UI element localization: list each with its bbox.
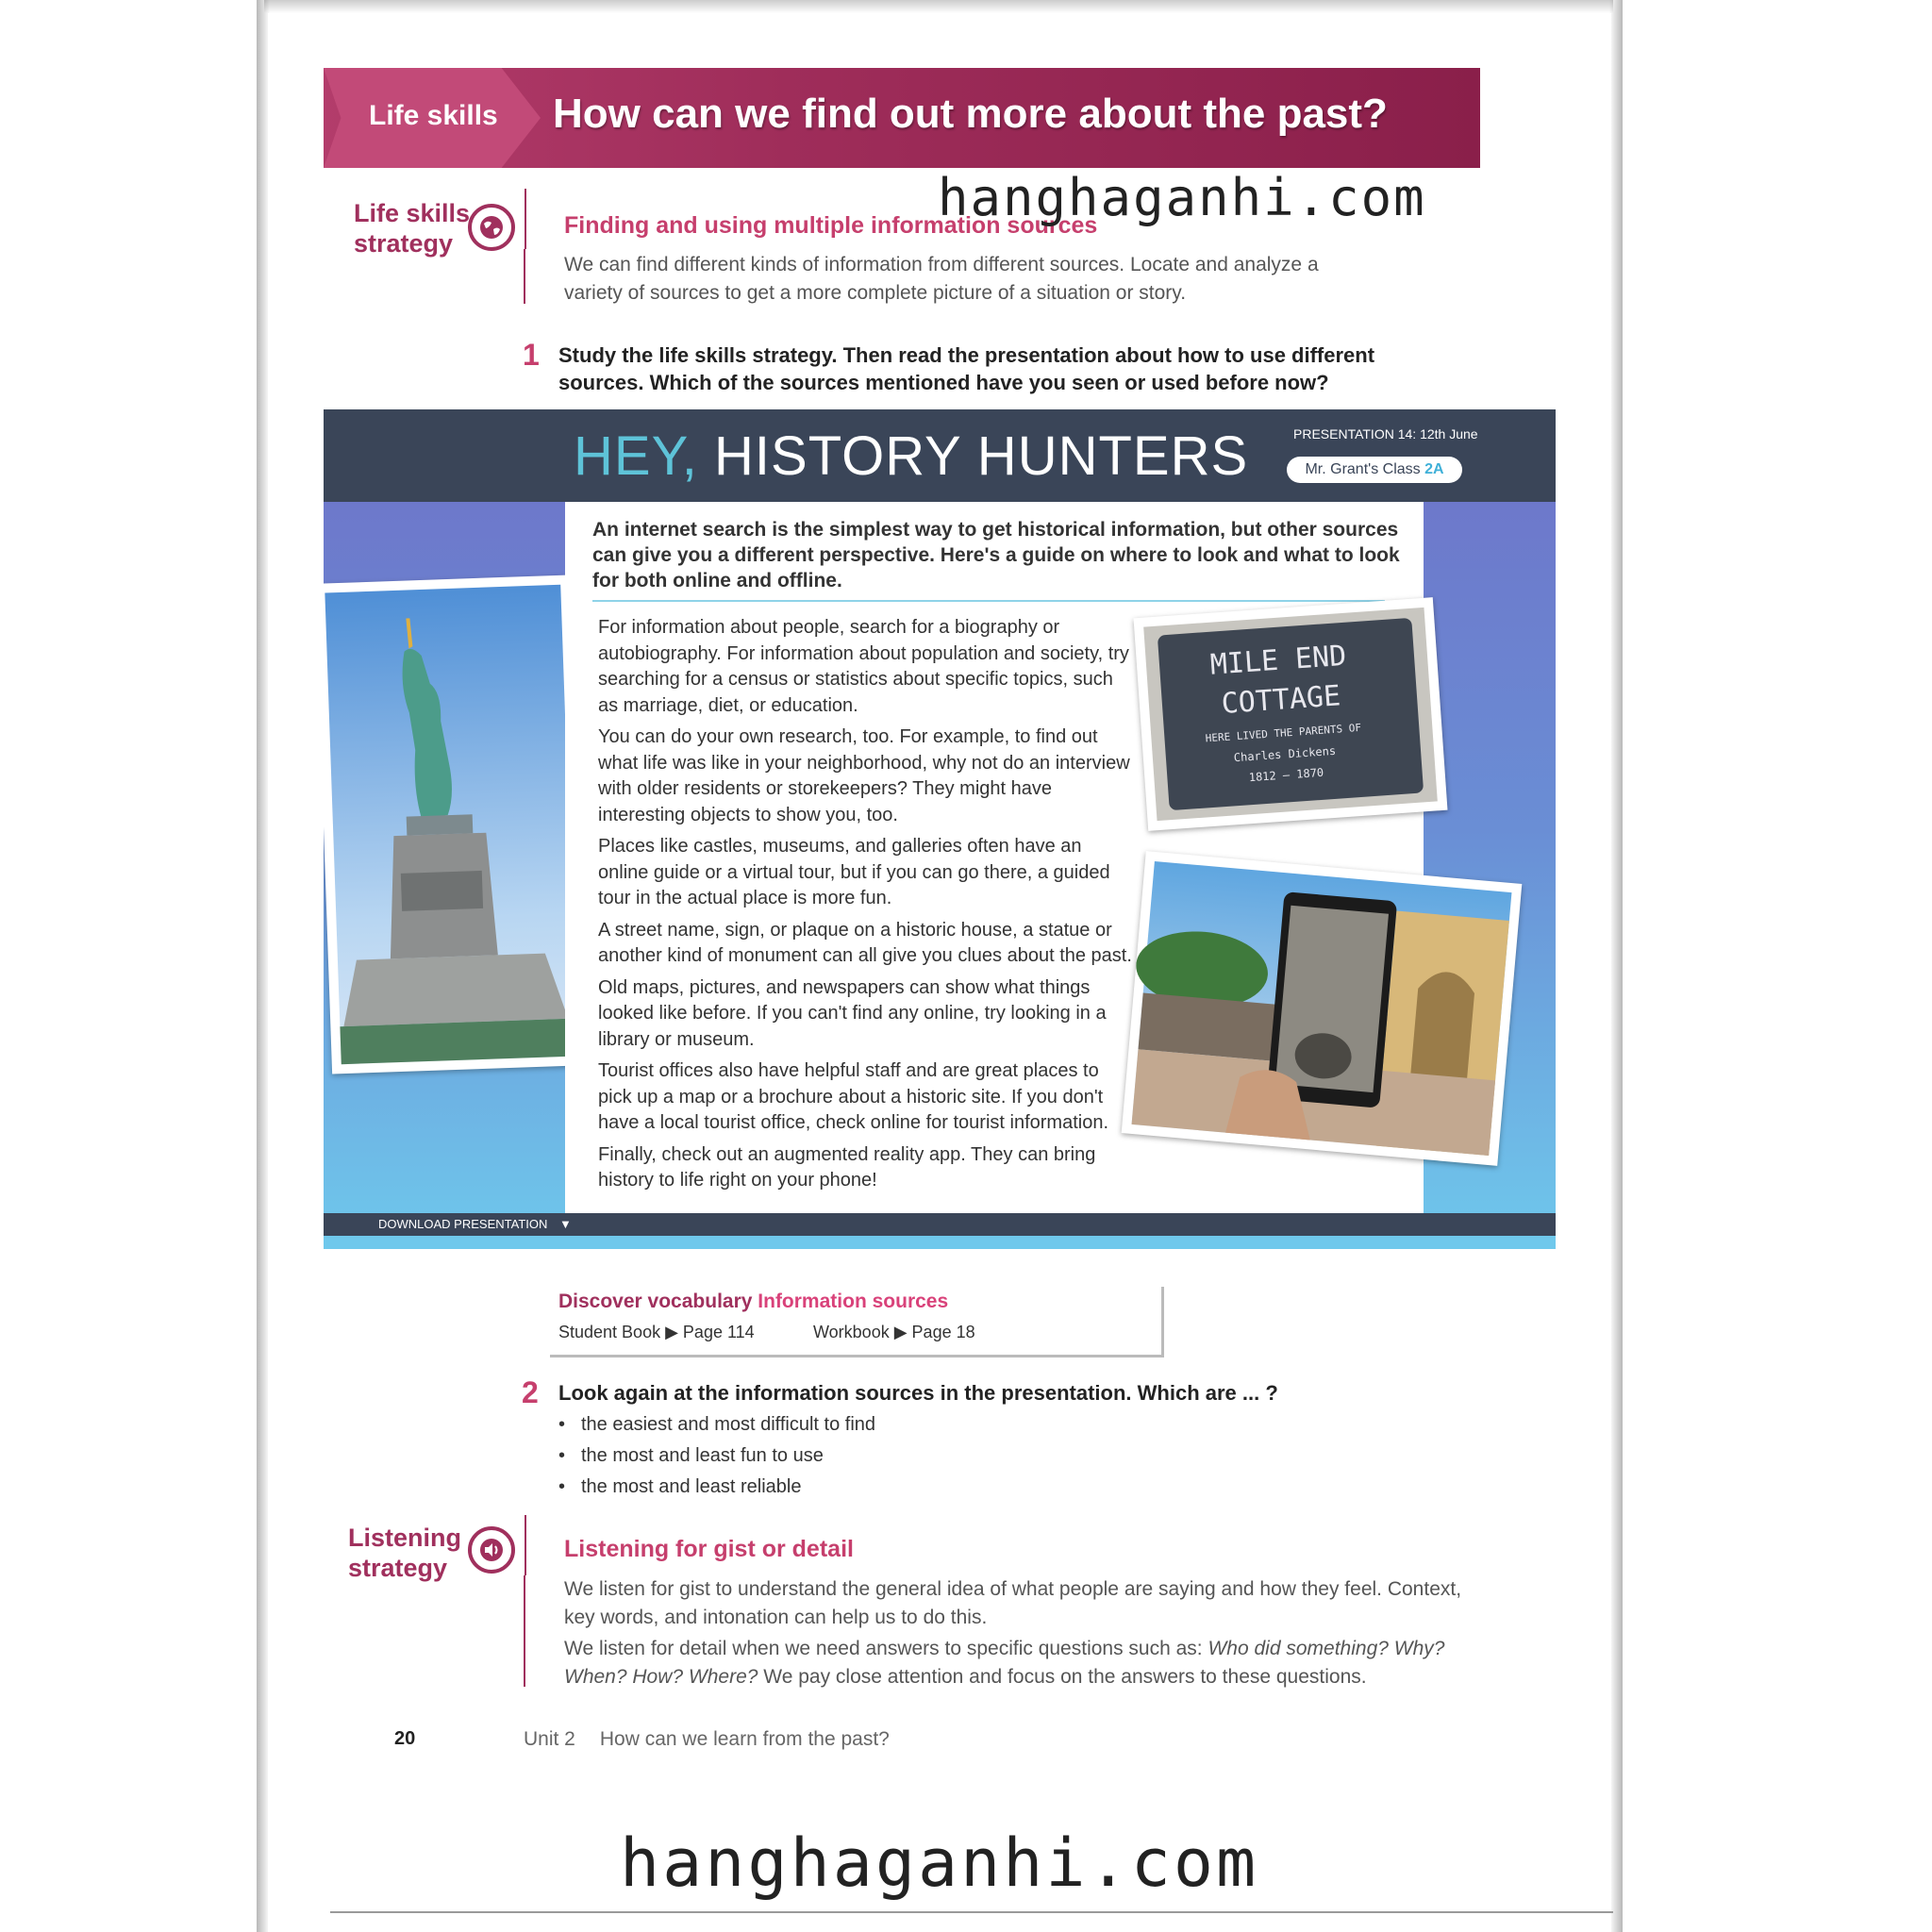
class-code: 2A xyxy=(1424,461,1444,477)
exercise-number: 1 xyxy=(523,338,540,372)
listening-strategy-label xyxy=(348,1523,461,1583)
title-rest: HISTORY HUNTERS xyxy=(714,425,1249,487)
plaque-line: MILE END xyxy=(1208,639,1348,682)
watermark: hanghaganhi.com xyxy=(938,168,1426,227)
presentation-intro: An internet search is the simplest way to get historical information, but other sources can give you a different perspective. Here's a guide on where to look and what to look for both online and offline. xyxy=(592,519,1400,591)
life-strategy-text: We can find different kinds of information from different sources. Locate and analyze a variety of sources to get a more complete picture of a situation or story. xyxy=(564,254,1319,304)
life-strategy-title: Finding and using multiple information sources xyxy=(564,212,1098,239)
label-line: Listening xyxy=(348,1524,461,1552)
exercise-number: 2 xyxy=(522,1375,539,1409)
unit-footer xyxy=(524,1728,890,1751)
page-shadow xyxy=(264,0,1613,13)
class-badge xyxy=(1287,457,1462,483)
strategy-divider xyxy=(524,249,525,304)
unit-title: How can we learn from the past? xyxy=(599,1728,890,1750)
augmented-reality-street-photo xyxy=(1122,851,1523,1166)
detail-text: We pay close attention and focus on the answers to these questions. xyxy=(758,1666,1367,1688)
vocab-topic: Information sources xyxy=(758,1291,949,1312)
presentation-bottom-strip xyxy=(324,1236,1556,1249)
paragraph: A street name, sign, or plaque on a historic house, a statue or another kind of monument can all give you clues about the past. xyxy=(598,919,1132,966)
detail-questions: Who did something? Why? When? How? Where? xyxy=(564,1638,1445,1688)
plaque-line: 1812 – 1870 xyxy=(1248,765,1324,785)
paragraph: Tourist offices also have helpful staff and are great places to pick up a map or a brochure about a historic site. If you don't have a local tourist office, check online for tourist information. xyxy=(598,1060,1109,1133)
label-line: strategy xyxy=(348,1554,448,1582)
class-prefix: Mr. Grant's Class xyxy=(1305,461,1421,477)
label-line: Life skills xyxy=(354,199,471,227)
listening-strategy-text: We listen for gist to understand the general idea of what people are saying and how they feel. Context, key words, and intonation can help us to do this. xyxy=(564,1578,1462,1628)
paragraph: For information about people, search for a biography or autobiography. For information about population and society, try searching for a census or statistics about specific topics, such as marriage, diet, or education. xyxy=(598,617,1129,716)
bottom-rule xyxy=(330,1911,1613,1913)
title-hey: HEY, xyxy=(574,425,698,487)
paragraph: Places like castles, museums, and galleries often have an online guide or a virtual tour, but if you can go there, a guided tour in the actual place is more fun. xyxy=(598,836,1110,908)
banner-skill-label: Life skills xyxy=(369,100,498,131)
page-number: 20 xyxy=(394,1728,416,1749)
watermark: hanghaganhi.com xyxy=(620,1824,1259,1902)
intro-divider xyxy=(592,600,1385,602)
plaque-line: Charles Dickens xyxy=(1233,743,1337,765)
life-strategy-label xyxy=(354,198,470,258)
bullet-item: • the most and least fun to use xyxy=(558,1441,875,1472)
presentation-title xyxy=(574,425,1248,488)
exercise-bullets xyxy=(558,1409,875,1503)
plaque-line: COTTAGE xyxy=(1220,679,1342,722)
bullet-item: • the most and least reliable xyxy=(558,1472,875,1503)
listening-strategy-title: Listening for gist or detail xyxy=(564,1536,854,1562)
presentation-meta: PRESENTATION 14: 12th June xyxy=(1293,426,1478,441)
presentation-paragraphs xyxy=(598,615,1136,1200)
bullet-item: • the easiest and most difficult to find xyxy=(558,1409,875,1441)
page-title: How can we find out more about the past? xyxy=(553,91,1388,137)
plaque-line: HERE LIVED THE PARENTS OF xyxy=(1205,721,1362,745)
workbook-ref: Workbook ▶ Page 18 xyxy=(813,1323,975,1341)
strategy-chevron xyxy=(502,1515,526,1575)
header-banner xyxy=(324,68,1480,168)
student-book-ref: Student Book ▶ Page 114 xyxy=(558,1323,755,1341)
mile-end-cottage-plaque-photo xyxy=(1134,597,1448,831)
statue-of-liberty-photo xyxy=(324,575,587,1074)
strategy-chevron xyxy=(502,189,526,249)
paragraph: Finally, check out an augmented reality app. They can bring history to life right on your phone! xyxy=(598,1143,1096,1191)
presentation-slide xyxy=(324,409,1556,1249)
download-presentation-link[interactable]: DOWNLOAD PRESENTATION xyxy=(378,1217,548,1231)
presentation-footer xyxy=(324,1213,1556,1236)
paragraph: Old maps, pictures, and newspapers can show what things looked like before. If you can't find any online, try looking in a library or museum. xyxy=(598,976,1107,1050)
vocab-heading: Discover vocabulary xyxy=(558,1291,753,1312)
listening-strategy-detail xyxy=(564,1635,1489,1691)
paragraph: You can do your own research, too. For example, to find out what life was like in your neighborhood, why not do an interview with older residents or storekeepers? They might have interesting objects to show you, too. xyxy=(598,726,1130,825)
presentation-header xyxy=(324,409,1556,502)
exercise-instruction: Study the life skills strategy. Then read the presentation about how to use different sources. Which of the sources mentioned have you seen or used before now? xyxy=(558,343,1375,394)
page-shadow xyxy=(1609,0,1623,1932)
discover-vocabulary-box xyxy=(550,1287,1164,1357)
download-icon[interactable]: ▼ xyxy=(559,1217,572,1231)
label-line: strategy xyxy=(354,229,454,258)
exercise-instruction: Look again at the information sources in the presentation. Which are ... ? xyxy=(558,1381,1278,1405)
vocab-title xyxy=(558,1291,948,1313)
unit-label: Unit 2 xyxy=(524,1728,575,1750)
detail-text: We listen for detail when we need answers to specific questions such as: xyxy=(564,1638,1208,1659)
strategy-divider xyxy=(524,1575,525,1687)
